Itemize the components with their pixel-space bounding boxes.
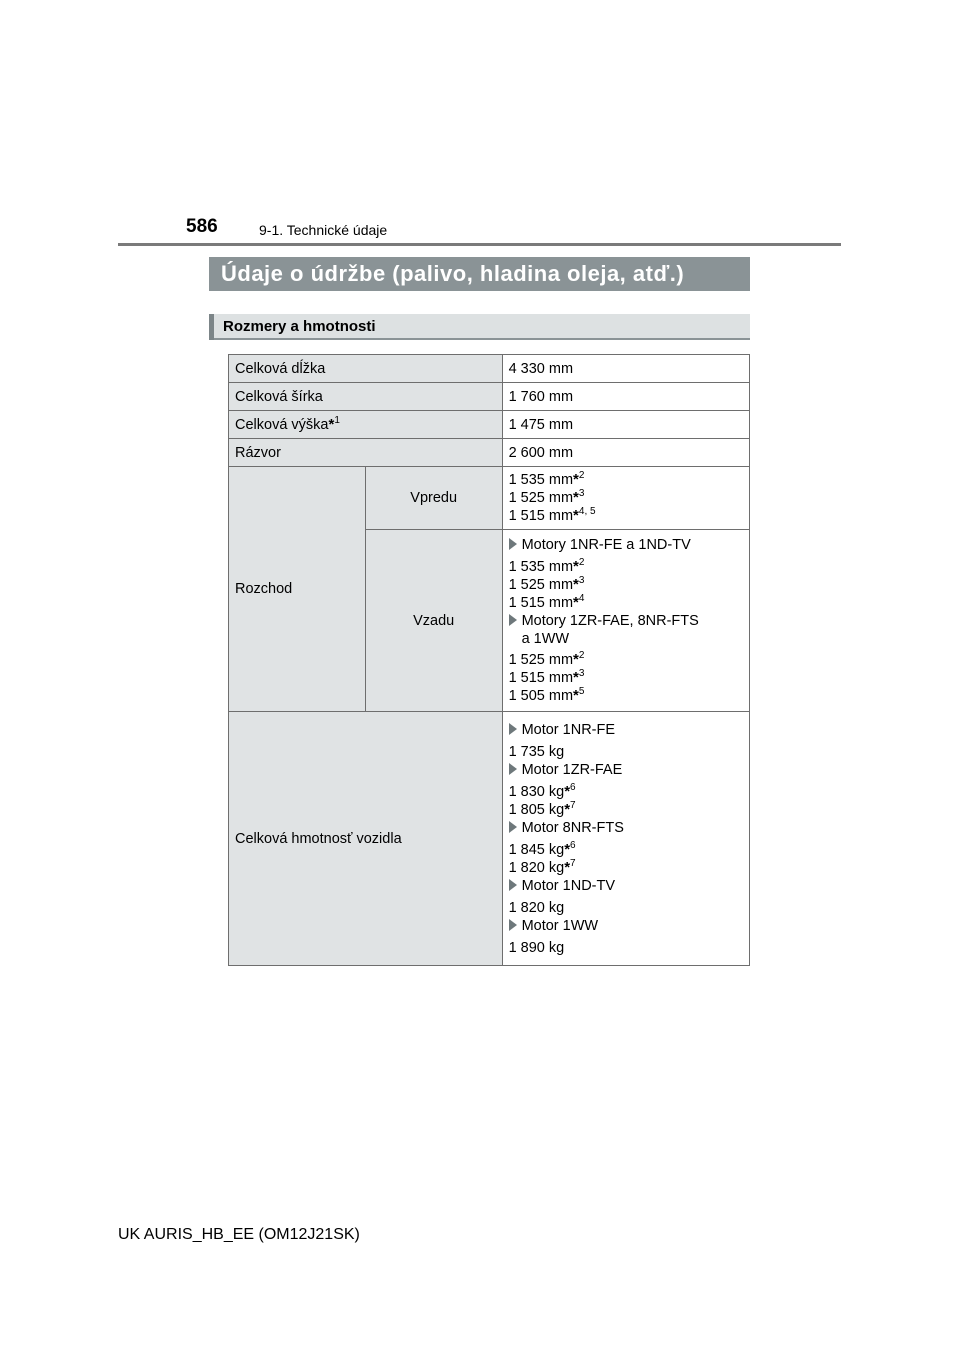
- row-label: Rozchod: [229, 467, 366, 712]
- engine-heading-cont: a 1WW: [521, 631, 570, 647]
- row-value: 1 475 mm: [502, 411, 749, 439]
- engine-heading: Motory 1ZR-FAE, 8NR-FTS: [509, 612, 743, 631]
- value-line: 1 805 kg*$^7$: [508, 799, 576, 818]
- row-value-cell: [502, 467, 749, 530]
- row-label-cell: [229, 411, 503, 439]
- row-value: 2 600 mm: [502, 439, 749, 467]
- table-row: [229, 439, 750, 467]
- row-value-cell: [502, 530, 749, 712]
- engine-heading: Motor 1ZR-FAE: [509, 761, 743, 780]
- row-sublabel: Vzadu: [365, 530, 502, 712]
- section-title: 9-1. Technické údaje: [259, 222, 388, 238]
- row-label: Celková hmotnosť vozidla: [229, 712, 503, 966]
- row-label: Celková výška: [235, 417, 329, 433]
- row-label: Celková dĺžka: [229, 355, 503, 383]
- table-row: [229, 712, 750, 966]
- row-sublabel: Vpredu: [365, 467, 502, 530]
- row-value: 4 330 mm: [502, 355, 749, 383]
- value-line: 1 515 mm*$^3$: [508, 668, 585, 686]
- engine-heading: Motor 1ND-TV: [509, 877, 743, 896]
- header-divider: [118, 243, 841, 246]
- chapter-title: Údaje o údržbe (palivo, hladina oleja, atď.): [209, 257, 750, 291]
- engine-heading: Motory 1NR-FE a 1ND-TV: [509, 536, 743, 555]
- value-line: 1 830 kg*$^6$: [508, 781, 576, 800]
- value-line: 1 515 mm*$^4$: [508, 593, 585, 611]
- value-line: 1 535 mm*$^2$: [508, 557, 585, 575]
- value-line: 1 890 kg: [508, 939, 565, 956]
- value-line: 1 525 mm*$^3$: [508, 575, 585, 593]
- table-row: [229, 355, 750, 383]
- footnote-number: 1: [334, 415, 340, 426]
- value-line: 1 525 mm*$^3$: [508, 488, 585, 506]
- table-row: [229, 411, 750, 439]
- table-row: [229, 383, 750, 411]
- engine-heading: Motor 8NR-FTS: [509, 819, 743, 838]
- engine-heading: Motor 1WW: [509, 917, 743, 936]
- value-line: 1 505 mm*$^5$: [508, 686, 585, 704]
- row-value-cell: [502, 712, 749, 966]
- subsection-title: [209, 314, 750, 340]
- value-line: 1 845 kg*$^6$: [508, 839, 576, 858]
- page-number: 586: [186, 216, 218, 237]
- subsection-title-text: Rozmery a hmotnosti: [223, 318, 376, 335]
- value-line: 1 820 kg*$^7$: [508, 857, 576, 876]
- value-line: 1 525 mm*$^2$: [508, 650, 585, 668]
- row-label: Rázvor: [229, 439, 503, 467]
- row-label: Celková šírka: [229, 383, 503, 411]
- subsection-bar: [209, 314, 214, 340]
- engine-heading: Motor 1NR-FE: [509, 721, 743, 740]
- value-line: 1 535 mm*$^2$: [508, 470, 585, 488]
- table-row: [229, 467, 750, 530]
- dimensions-table: [228, 354, 750, 966]
- footer-document-code: UK AURIS_HB_EE (OM12J21SK): [118, 1226, 360, 1243]
- value-line: 1 820 kg: [508, 899, 565, 916]
- value-line: 1 515 mm*$^{4, 5}$: [508, 506, 596, 524]
- row-value: 1 760 mm: [502, 383, 749, 411]
- value-line: 1 735 kg: [508, 743, 565, 760]
- footnote-marker: *: [328, 416, 335, 433]
